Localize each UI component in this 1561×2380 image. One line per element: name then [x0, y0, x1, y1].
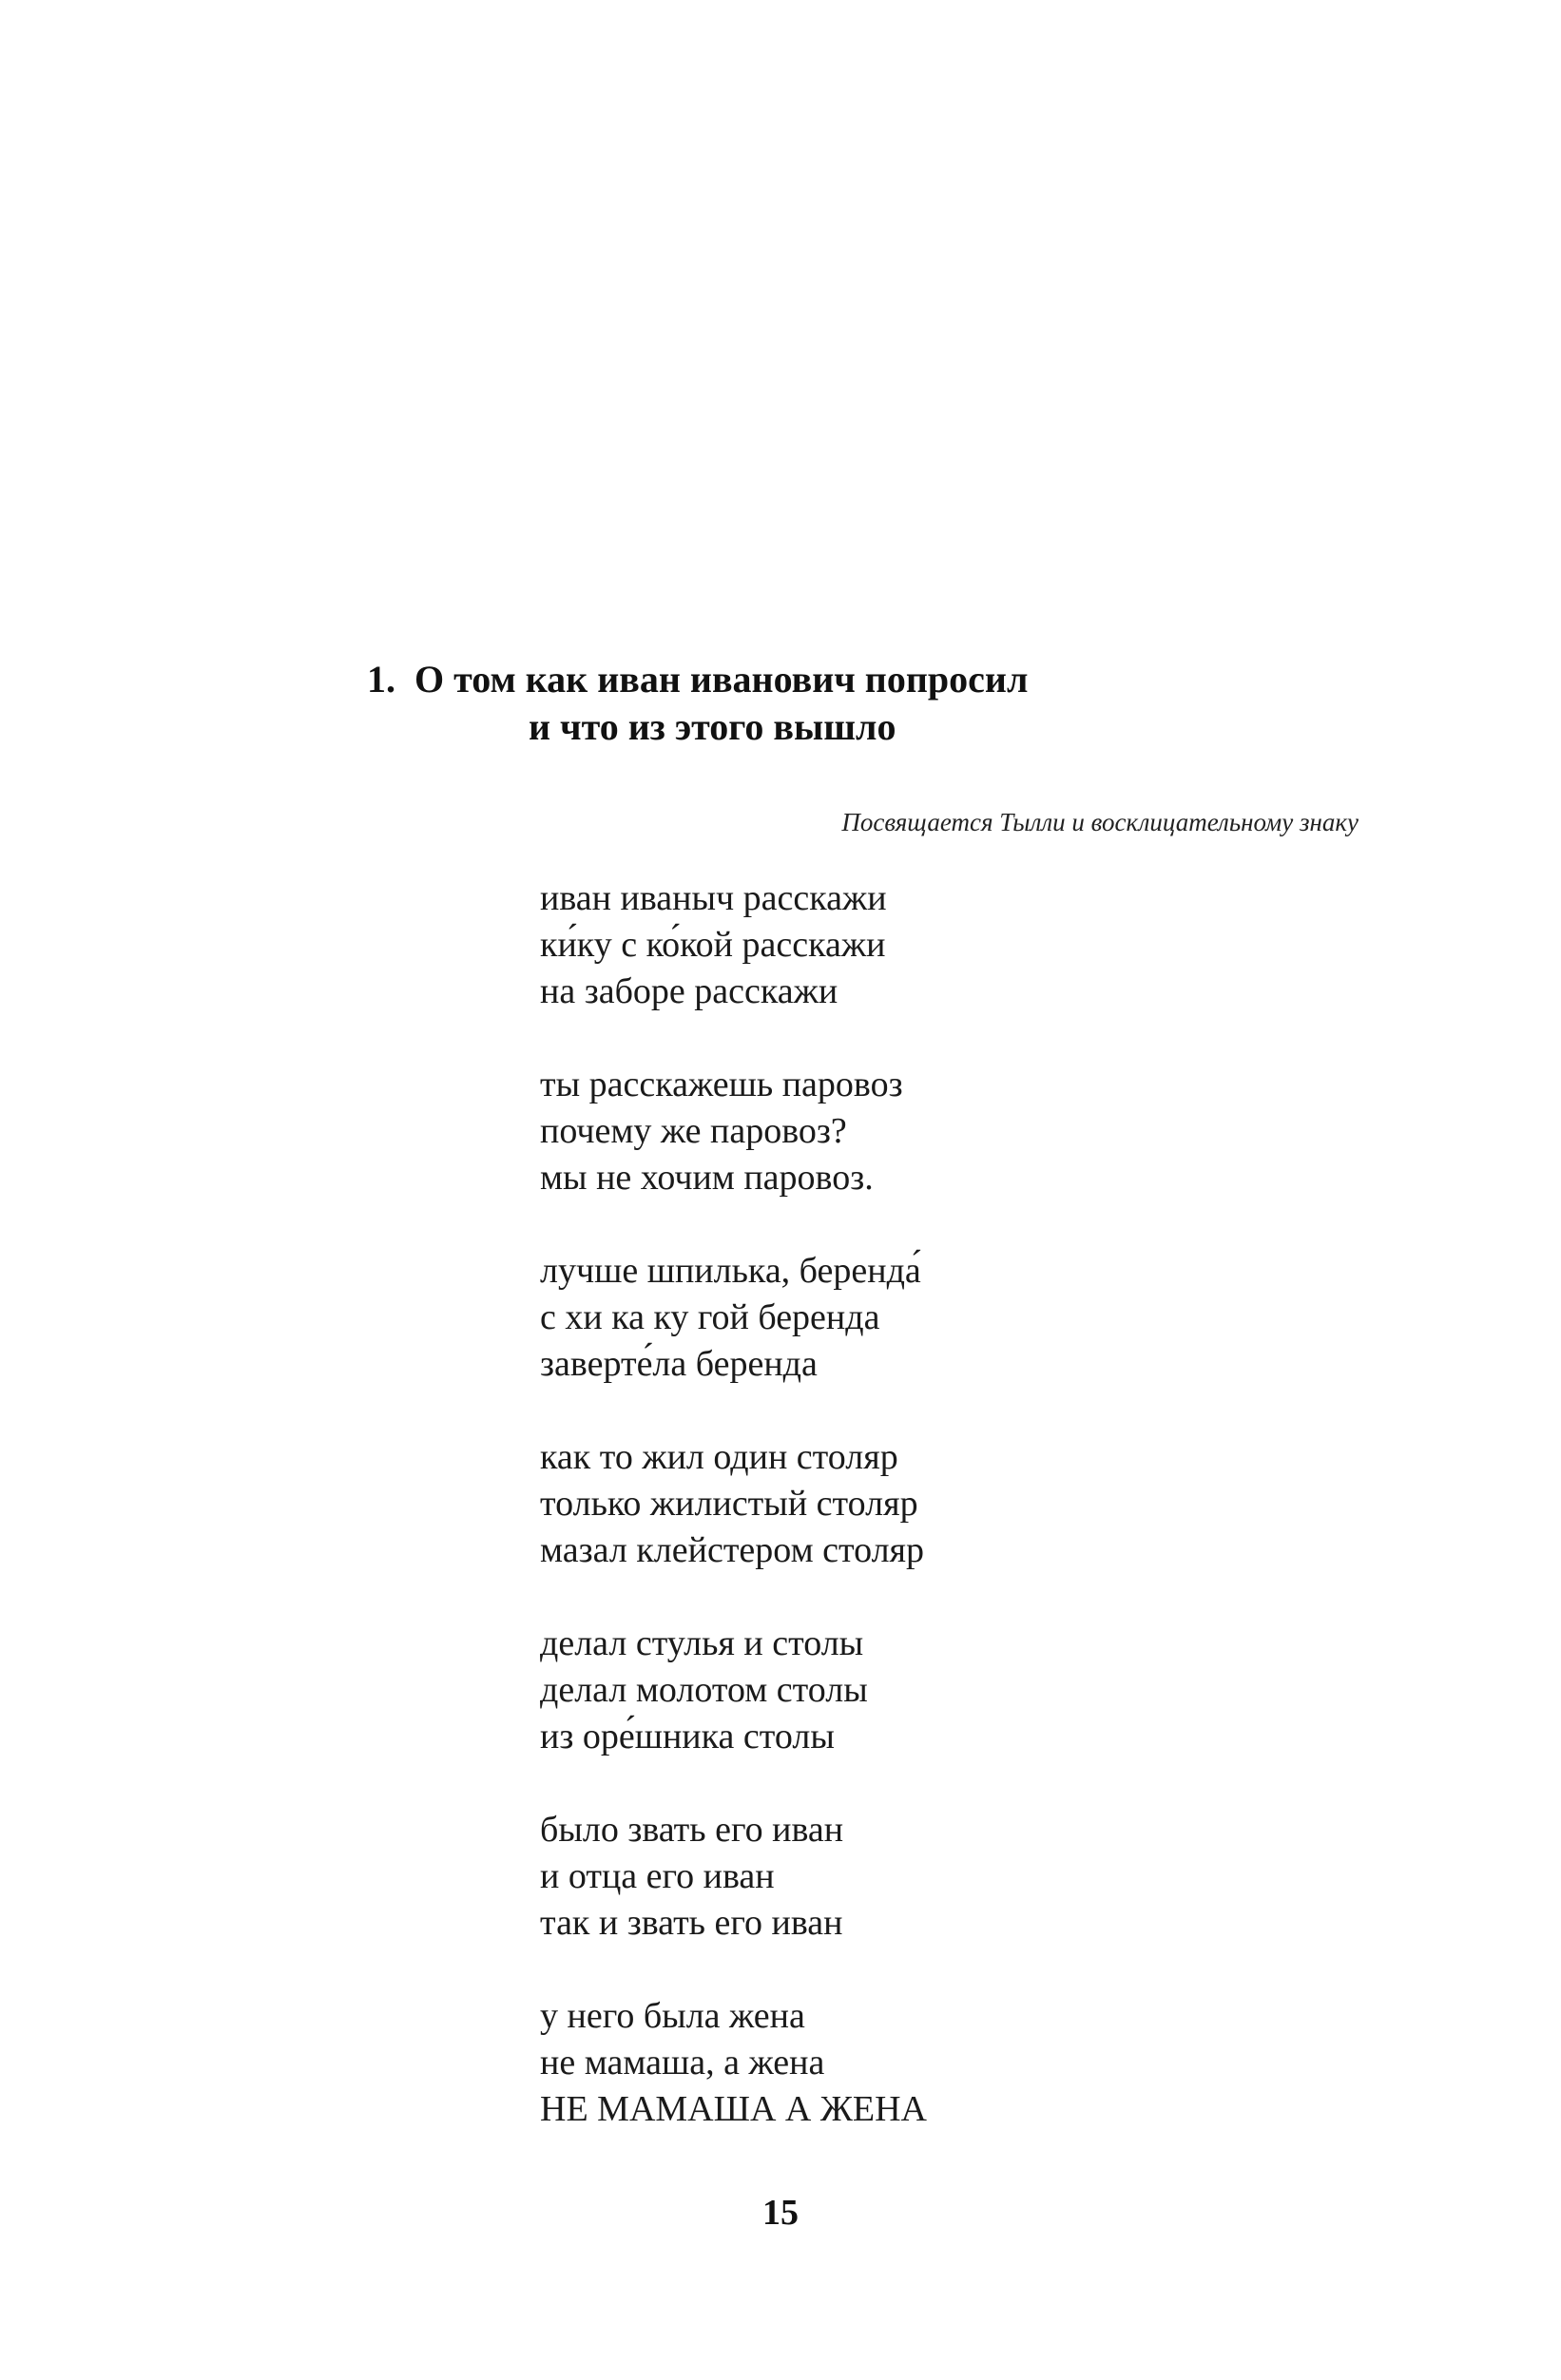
chapter-title-line-1: О том как иван иванович попросил	[414, 658, 1029, 701]
stanza	[540, 1062, 1110, 1201]
chapter-number: 1.	[367, 658, 395, 701]
poem-line: ки́ку с ко́кой расскажи	[540, 925, 886, 965]
poem-line: с хи ка ку гой беренда	[540, 1297, 880, 1337]
poem-line: и отца его иван	[540, 1856, 775, 1896]
stanza	[540, 1993, 1110, 2133]
poem-line: так и звать его иван	[540, 1903, 843, 1943]
poem-line: мазал клейстером столяр	[540, 1530, 925, 1570]
poem-line: не мамаша, а жена	[540, 2043, 825, 2082]
poem-line: делал молотом столы	[540, 1670, 868, 1710]
stanza	[540, 875, 1110, 1015]
stanza	[540, 1807, 1110, 1947]
poem-line: у него была жена	[540, 1996, 805, 2036]
poem-line: на заборе расскажи	[540, 971, 838, 1011]
poem-line: как то жил один столяр	[540, 1437, 898, 1477]
stanza	[540, 1434, 1110, 1574]
stanza	[540, 1248, 1110, 1388]
poem-line: почему же паровоз?	[540, 1111, 847, 1151]
poem	[540, 875, 1110, 2179]
chapter-title-line-2: и что из этого вышло	[529, 705, 896, 748]
poem-line: мы не хочим паровоз.	[540, 1158, 874, 1198]
poem-line: заверте́ла беренда	[540, 1344, 818, 1384]
poem-line: было звать его иван	[540, 1810, 844, 1850]
poem-line: делал стулья и столы	[540, 1623, 864, 1663]
poem-line: иван иваныч расскажи	[540, 878, 887, 918]
stanza	[540, 1621, 1110, 1760]
dedication: Посвящается Тылли и восклицательному знаку	[841, 808, 1359, 836]
poem-line: ты расскажешь паровоз	[540, 1065, 903, 1104]
poem-line: только жилистый столяр	[540, 1484, 918, 1524]
poem-line: лучше шпилька, беренда́	[540, 1251, 921, 1291]
page-number: 15	[762, 2193, 799, 2233]
chapter-heading	[367, 656, 1299, 751]
poem-line: из оре́шника столы	[540, 1717, 835, 1756]
poem-line: НЕ МАМАША А ЖЕНА	[540, 2089, 927, 2129]
